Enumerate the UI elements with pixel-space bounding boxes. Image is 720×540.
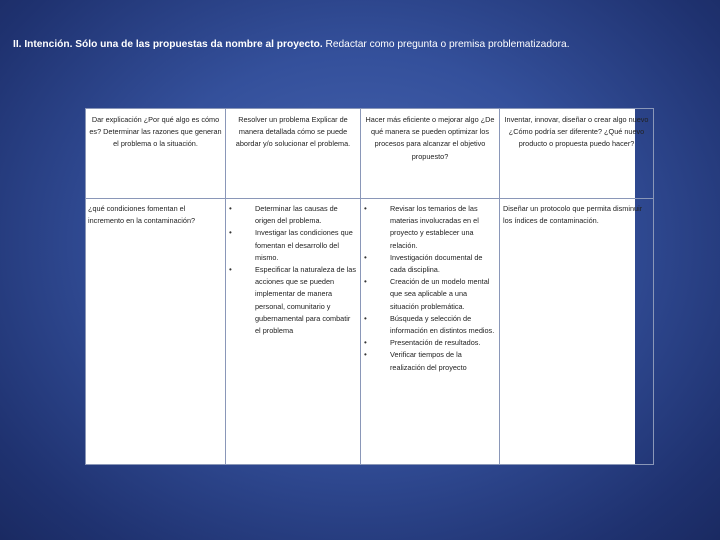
solve-list xyxy=(229,203,357,337)
header-cell-improve: Hacer más eficiente o mejorar algo ¿De qué manera se pueden optimizar los procesos para alcanzar el objetivo propuesto? xyxy=(361,109,500,199)
list-item: • Investigar las condiciones que fomentan el desarrollo del mismo. xyxy=(255,227,357,264)
header-cell-innovate: Inventar, innovar, diseñar o crear algo nuevo ¿Cómo podría ser diferente? ¿Qué nuevo producto o propuesta puedo hacer? xyxy=(500,109,654,199)
improve-list xyxy=(364,203,496,374)
list-item: • Búsqueda y selección de información en distintos medios. xyxy=(390,313,496,337)
section-title xyxy=(13,39,713,50)
cell-solve-list xyxy=(226,199,361,465)
title-bold: II. Intención. Sólo una de las propuestas da nombre al proyecto. xyxy=(13,39,323,50)
header-cell-solve: Resolver un problema Explicar de manera detallada cómo se puede abordar y/o solucionar el problema. xyxy=(226,109,361,199)
cell-improve-list xyxy=(361,199,500,465)
list-item: • Determinar las causas de origen del problema. xyxy=(255,203,357,227)
list-item: • Investigación documental de cada disciplina. xyxy=(390,252,496,276)
table-row xyxy=(86,199,654,465)
list-item: • Creación de un modelo mental que sea aplicable a una situación problemática. xyxy=(390,276,496,313)
intention-table xyxy=(85,108,649,465)
list-item: • Verificar tiempos de la realización del proyecto xyxy=(390,349,496,373)
intention-table-grid xyxy=(85,108,654,465)
list-item: • Presentación de resultados. xyxy=(390,337,496,349)
title-normal: Redactar como pregunta o premisa problematizadora. xyxy=(322,39,570,50)
list-item: • Especificar la naturaleza de las acciones que se pueden implementar de manera personal, comunitario y gubernamental para combatir el problema xyxy=(255,264,357,337)
list-item: • Revisar los temarios de las materias involucradas en el proyecto y establecer una relación. xyxy=(390,203,496,252)
cell-question: ¿qué condiciones fomentan el incremento en la contaminación? xyxy=(86,199,226,465)
table-header-row xyxy=(86,109,654,199)
cell-protocol: Diseñar un protocolo que permita disminuir los índices de contaminación. xyxy=(500,199,654,465)
header-cell-explain: Dar explicación ¿Por qué algo es cómo es? Determinar las razones que generan el problema o la situación. xyxy=(86,109,226,199)
